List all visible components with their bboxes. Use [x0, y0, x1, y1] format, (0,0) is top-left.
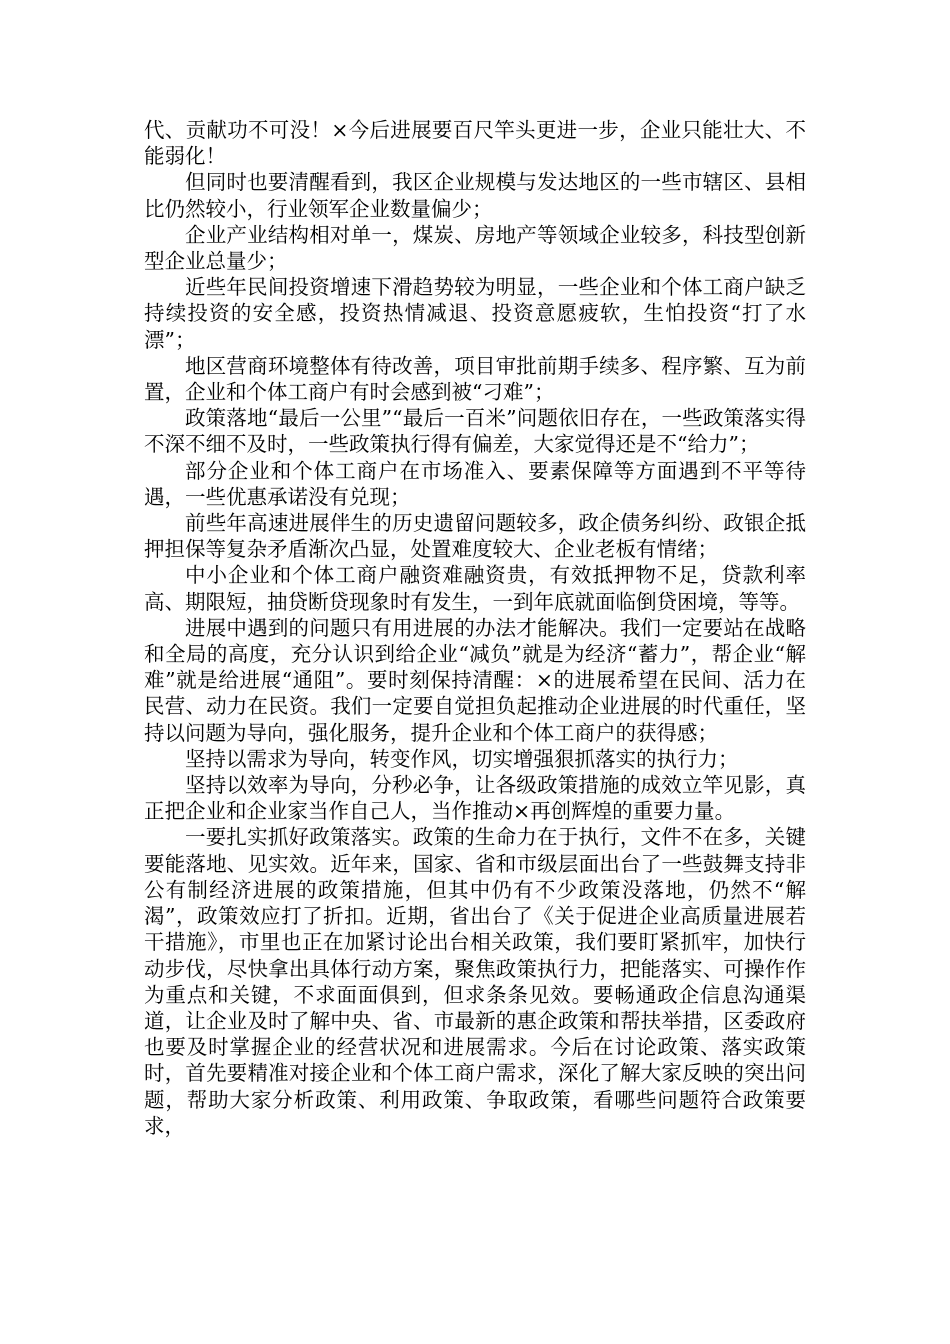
paragraph-7: 部分企业和个体工商户在市场准入、要素保障等方面遇到不平等待遇，一些优惠承诺没有兑现；	[144, 458, 806, 509]
paragraph-8: 前些年高速进展伴生的历史遗留问题较多，政企债务纠纷、政银企抵押担保等复杂矛盾渐次凸显，处置难度较大、企业老板有情绪；	[144, 511, 806, 562]
paragraph-10: 进展中遇到的问题只有用进展的办法才能解决。我们一定要站在战略和全局的高度，充分认识到给企业“减负”就是为经济“蓄力”，帮企业“解难”就是给进展“通阻”。要时刻保持清醒：×的进展希望在民间、活力在民营、动力在民资。我们一定要自觉担负起推动企业进展的时代重任，坚持以问题为导向，强化服务，提升企业和个体工商户的获得感；	[144, 615, 806, 745]
paragraph-1: 代、贡献功不可没！×今后进展要百尺竿头更进一步，企业只能壮大、不能弱化！	[144, 118, 806, 169]
paragraph-5: 地区营商环境整体有待改善，项目审批前期手续多、程序繁、互为前置，企业和个体工商户有时会感到被“刁难”；	[144, 353, 806, 405]
paragraph-11: 坚持以需求为导向，转变作风，切实增强狠抓落实的执行力；	[185, 746, 739, 771]
paragraph-13: 一要扎实抓好政策落实。政策的生命力在于执行，文件不在多，关键要能落地、见实效。近年来，国家、省和市级层面出台了一些鼓舞支持非公有制经济进展的政策措施，但其中仍有不少政策没落地，仍然不“解渴”，政策效应打了折扣。近期，省出台了《关于促进企业高质量进展若干措施》，市里也正在加紧讨论出台相关政策，我们要盯紧抓牢，加快行动步伐，尽快拿出具体行动方案，聚焦政策执行力，把能落实、可操作作为重点和关键，不求面面俱到，但求条条见效。要畅通政企信息沟通渠道，让企业及时了解中央、省、市最新的惠企政策和帮扶举措，区委政府也要及时掌握企业的经营状况和进展需求。今后在讨论政策、落实政策时，首先要精准对接企业和个体工商户需求，深化了解大家反映的突出问题，帮助大家分析政策、利用政策、争取政策，看哪些问题符合政策要求，	[144, 825, 806, 1138]
paragraph-6: 政策落地“最后一公里”“最后一百米”问题依旧存在，一些政策落实得不深不细不及时，一些政策执行得有偏差，大家觉得还是不“给力”；	[144, 406, 806, 457]
paragraph-12: 坚持以效率为导向，分秒必争，让各级政策措施的成效立竿见影，真正把企业和企业家当作自己人，当作推动×再创辉煌的重要力量。	[144, 773, 806, 824]
paragraph-4: 近些年民间投资增速下滑趋势较为明显，一些企业和个体工商户缺乏持续投资的安全感，投资热情减退、投资意愿疲软，生怕投资“打了水漂”；	[144, 275, 806, 352]
paragraph-2: 但同时也要清醒看到，我区企业规模与发达地区的一些市辖区、县相比仍然较小，行业领军企业数量偏少；	[144, 170, 806, 221]
paragraph-9: 中小企业和个体工商户融资难融资贵，有效抵押物不足，贷款利率高、期限短，抽贷断贷现象时有发生，一到年底就面临倒贷困境，等等。	[144, 563, 806, 614]
paragraph-3: 企业产业结构相对单一，煤炭、房地产等领域企业较多，科技型创新型企业总量少；	[144, 222, 806, 274]
document-body	[144, 117, 806, 1139]
